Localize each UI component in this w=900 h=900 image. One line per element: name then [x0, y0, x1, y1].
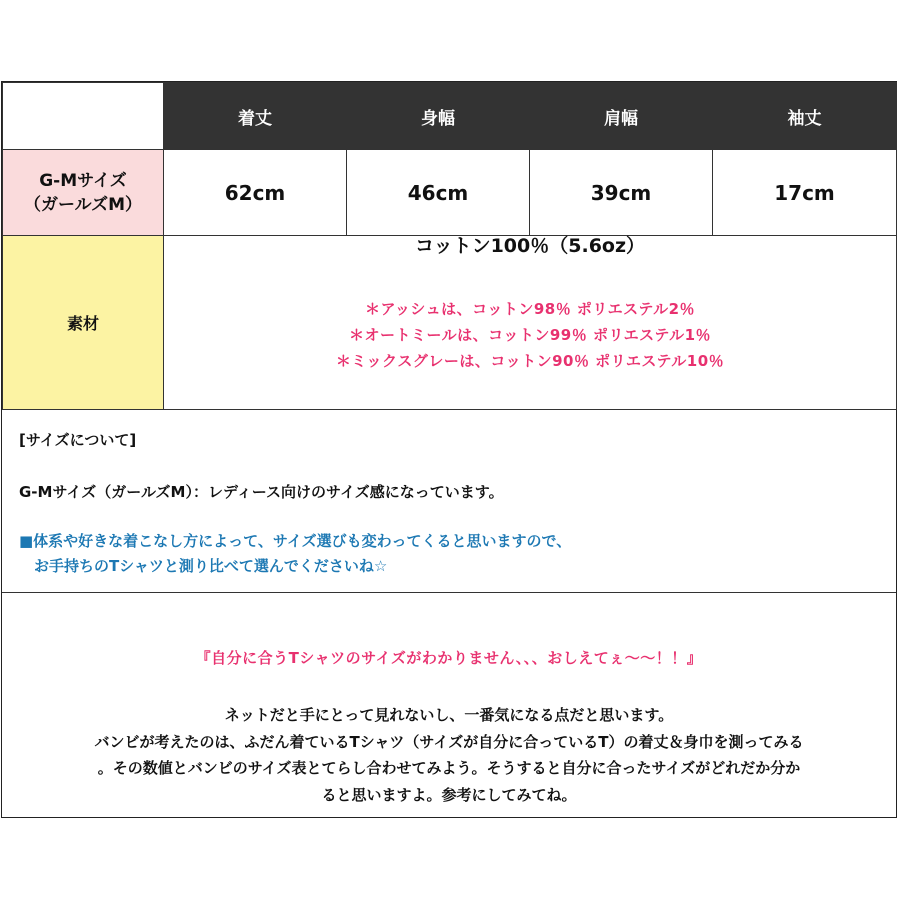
material-note-ash: ＊アッシュは、コットン98％ ポリエステル2％ [364, 300, 696, 318]
header-length: 着丈 [164, 83, 347, 150]
advice-line: 。その数値とバンビのサイズ表とてらし合わせてみよう。そうすると自分に合ったサイズがどれだか分か [97, 759, 801, 777]
material-note-mixgray: ＊ミックスグレーは、コットン90％ ポリエステル10％ [335, 352, 725, 370]
size-chart-panel [1, 81, 897, 818]
advice-line: バンビが考えたのは、ふだん着ているTシャツ（サイズが自分に合っているT）の着丈＆身巾を測ってみる [94, 732, 804, 751]
advice-body [2, 702, 896, 808]
size-label-line2: （ガールズM） [23, 194, 143, 215]
header-blank-cell [3, 83, 164, 150]
size-about-section [2, 409, 896, 593]
material-notes [164, 296, 896, 374]
value-sleeve-length: 17cm [713, 150, 897, 236]
about-tip-line1: ■体系や好きな着こなし方によって、サイズ選びも変わってくると思いますので、 [19, 532, 572, 550]
header-sleeve-length: 袖丈 [713, 83, 897, 150]
size-advice-section [2, 593, 896, 817]
header-body-width: 身幅 [347, 83, 530, 150]
size-table [2, 82, 897, 410]
material-main: コットン100％（5.6oz） [414, 235, 646, 257]
advice-line: ネットだと手にとって見れないし、一番気になる点だと思います。 [224, 706, 674, 724]
value-length: 62cm [164, 150, 347, 236]
value-shoulder-width: 39cm [530, 150, 713, 236]
size-table-header [3, 83, 897, 150]
header-shoulder-width: 肩幅 [530, 83, 713, 150]
about-tip-line2: お手持ちのTシャツと測り比べて選んでくださいね☆ [19, 557, 388, 575]
size-label-line1: G-Mサイズ [39, 170, 127, 191]
material-note-oatmeal: ＊オートミールは、コットン99％ ポリエステル1％ [348, 326, 712, 344]
about-heading: [サイズについて] [19, 431, 137, 449]
size-row-gm [3, 150, 897, 236]
material-row [3, 236, 897, 410]
advice-line: ると思いますよ。参考にしてみてね。 [321, 785, 577, 804]
advice-quote: 『自分に合うTシャツのサイズがわかりません、、、おしえてぇ～～！！』 [195, 649, 703, 667]
about-size-note: G-Mサイズ（ガールズM）：レディース向けのサイズ感になっています。 [19, 483, 504, 501]
material-cell [164, 236, 897, 410]
size-label-cell [3, 150, 164, 236]
value-body-width: 46cm [347, 150, 530, 236]
material-label: 素材 [3, 236, 164, 410]
